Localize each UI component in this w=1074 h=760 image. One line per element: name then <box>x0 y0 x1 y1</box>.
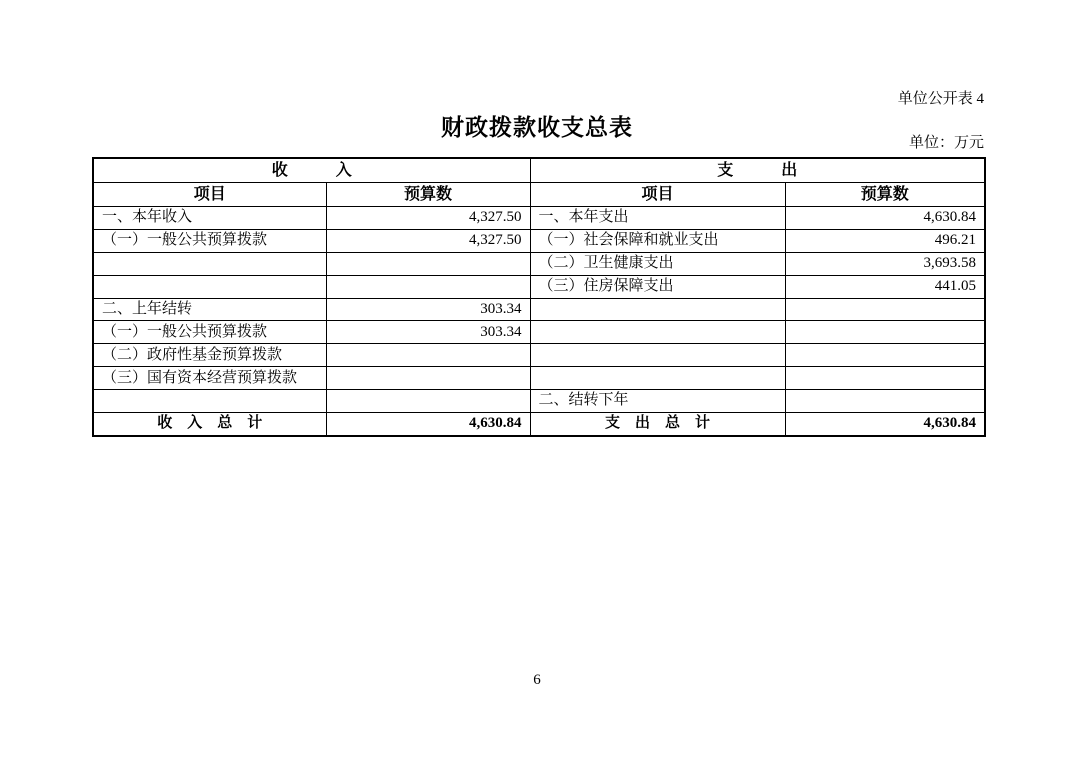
income-item-cell: （一）一般公共预算拨款 <box>93 321 326 344</box>
expense-budget-column-header: 预算数 <box>785 183 985 207</box>
income-total-amount: 4,630.84 <box>326 412 530 436</box>
income-item-cell: 二、上年结转 <box>93 298 326 321</box>
budget-table-container <box>92 157 986 437</box>
expense-item-cell: 一、本年支出 <box>530 207 785 230</box>
table-row <box>93 390 985 413</box>
expense-amount-cell: 441.05 <box>785 275 985 298</box>
expense-item-cell <box>530 298 785 321</box>
expense-item-cell: （三）住房保障支出 <box>530 275 785 298</box>
income-item-column-header: 项目 <box>93 183 326 207</box>
expense-total-label: 支 出 总 计 <box>530 412 785 436</box>
expense-item-column-header: 项目 <box>530 183 785 207</box>
table-row <box>93 321 985 344</box>
page-number: 6 <box>533 672 541 688</box>
income-amount-cell <box>326 344 530 367</box>
income-amount-cell: 303.34 <box>326 298 530 321</box>
income-amount-cell: 4,327.50 <box>326 207 530 230</box>
expense-amount-cell <box>785 390 985 413</box>
expense-item-cell <box>530 321 785 344</box>
income-item-cell: （二）政府性基金预算拨款 <box>93 344 326 367</box>
income-item-cell <box>93 390 326 413</box>
expense-total-amount: 4,630.84 <box>785 412 985 436</box>
income-section-header: 收 入 <box>93 158 530 183</box>
table-row <box>93 367 985 390</box>
table-sequence-note: 单位公开表 4 <box>897 91 984 107</box>
income-budget-column-header: 预算数 <box>326 183 530 207</box>
income-item-cell: 一、本年收入 <box>93 207 326 230</box>
income-amount-cell <box>326 390 530 413</box>
expense-section-header: 支 出 <box>530 158 985 183</box>
budget-table <box>92 157 986 437</box>
page-title: 财政拨款收支总表 <box>441 115 633 140</box>
expense-amount-cell <box>785 298 985 321</box>
expense-item-cell: （二）卫生健康支出 <box>530 252 785 275</box>
table-row <box>93 344 985 367</box>
expense-amount-cell <box>785 321 985 344</box>
income-amount-cell <box>326 252 530 275</box>
income-item-cell <box>93 275 326 298</box>
expense-amount-cell: 4,630.84 <box>785 207 985 230</box>
table-row <box>93 275 985 298</box>
table-total-row <box>93 412 985 436</box>
income-item-cell: （三）国有资本经营预算拨款 <box>93 367 326 390</box>
table-row <box>93 298 985 321</box>
expense-item-cell: 二、结转下年 <box>530 390 785 413</box>
expense-amount-cell: 496.21 <box>785 229 985 252</box>
income-amount-cell: 303.34 <box>326 321 530 344</box>
table-column-header-row <box>93 183 985 207</box>
table-row <box>93 252 985 275</box>
unit-note: 单位：万元 <box>908 135 984 151</box>
expense-item-cell <box>530 367 785 390</box>
income-amount-cell <box>326 367 530 390</box>
income-amount-cell: 4,327.50 <box>326 229 530 252</box>
income-item-cell <box>93 252 326 275</box>
expense-amount-cell <box>785 367 985 390</box>
expense-amount-cell: 3,693.58 <box>785 252 985 275</box>
table-row <box>93 229 985 252</box>
expense-item-cell: （一）社会保障和就业支出 <box>530 229 785 252</box>
table-row <box>93 207 985 230</box>
income-total-label: 收 入 总 计 <box>93 412 326 436</box>
expense-item-cell <box>530 344 785 367</box>
table-section-header-row <box>93 158 985 183</box>
income-amount-cell <box>326 275 530 298</box>
expense-amount-cell <box>785 344 985 367</box>
income-item-cell: （一）一般公共预算拨款 <box>93 229 326 252</box>
